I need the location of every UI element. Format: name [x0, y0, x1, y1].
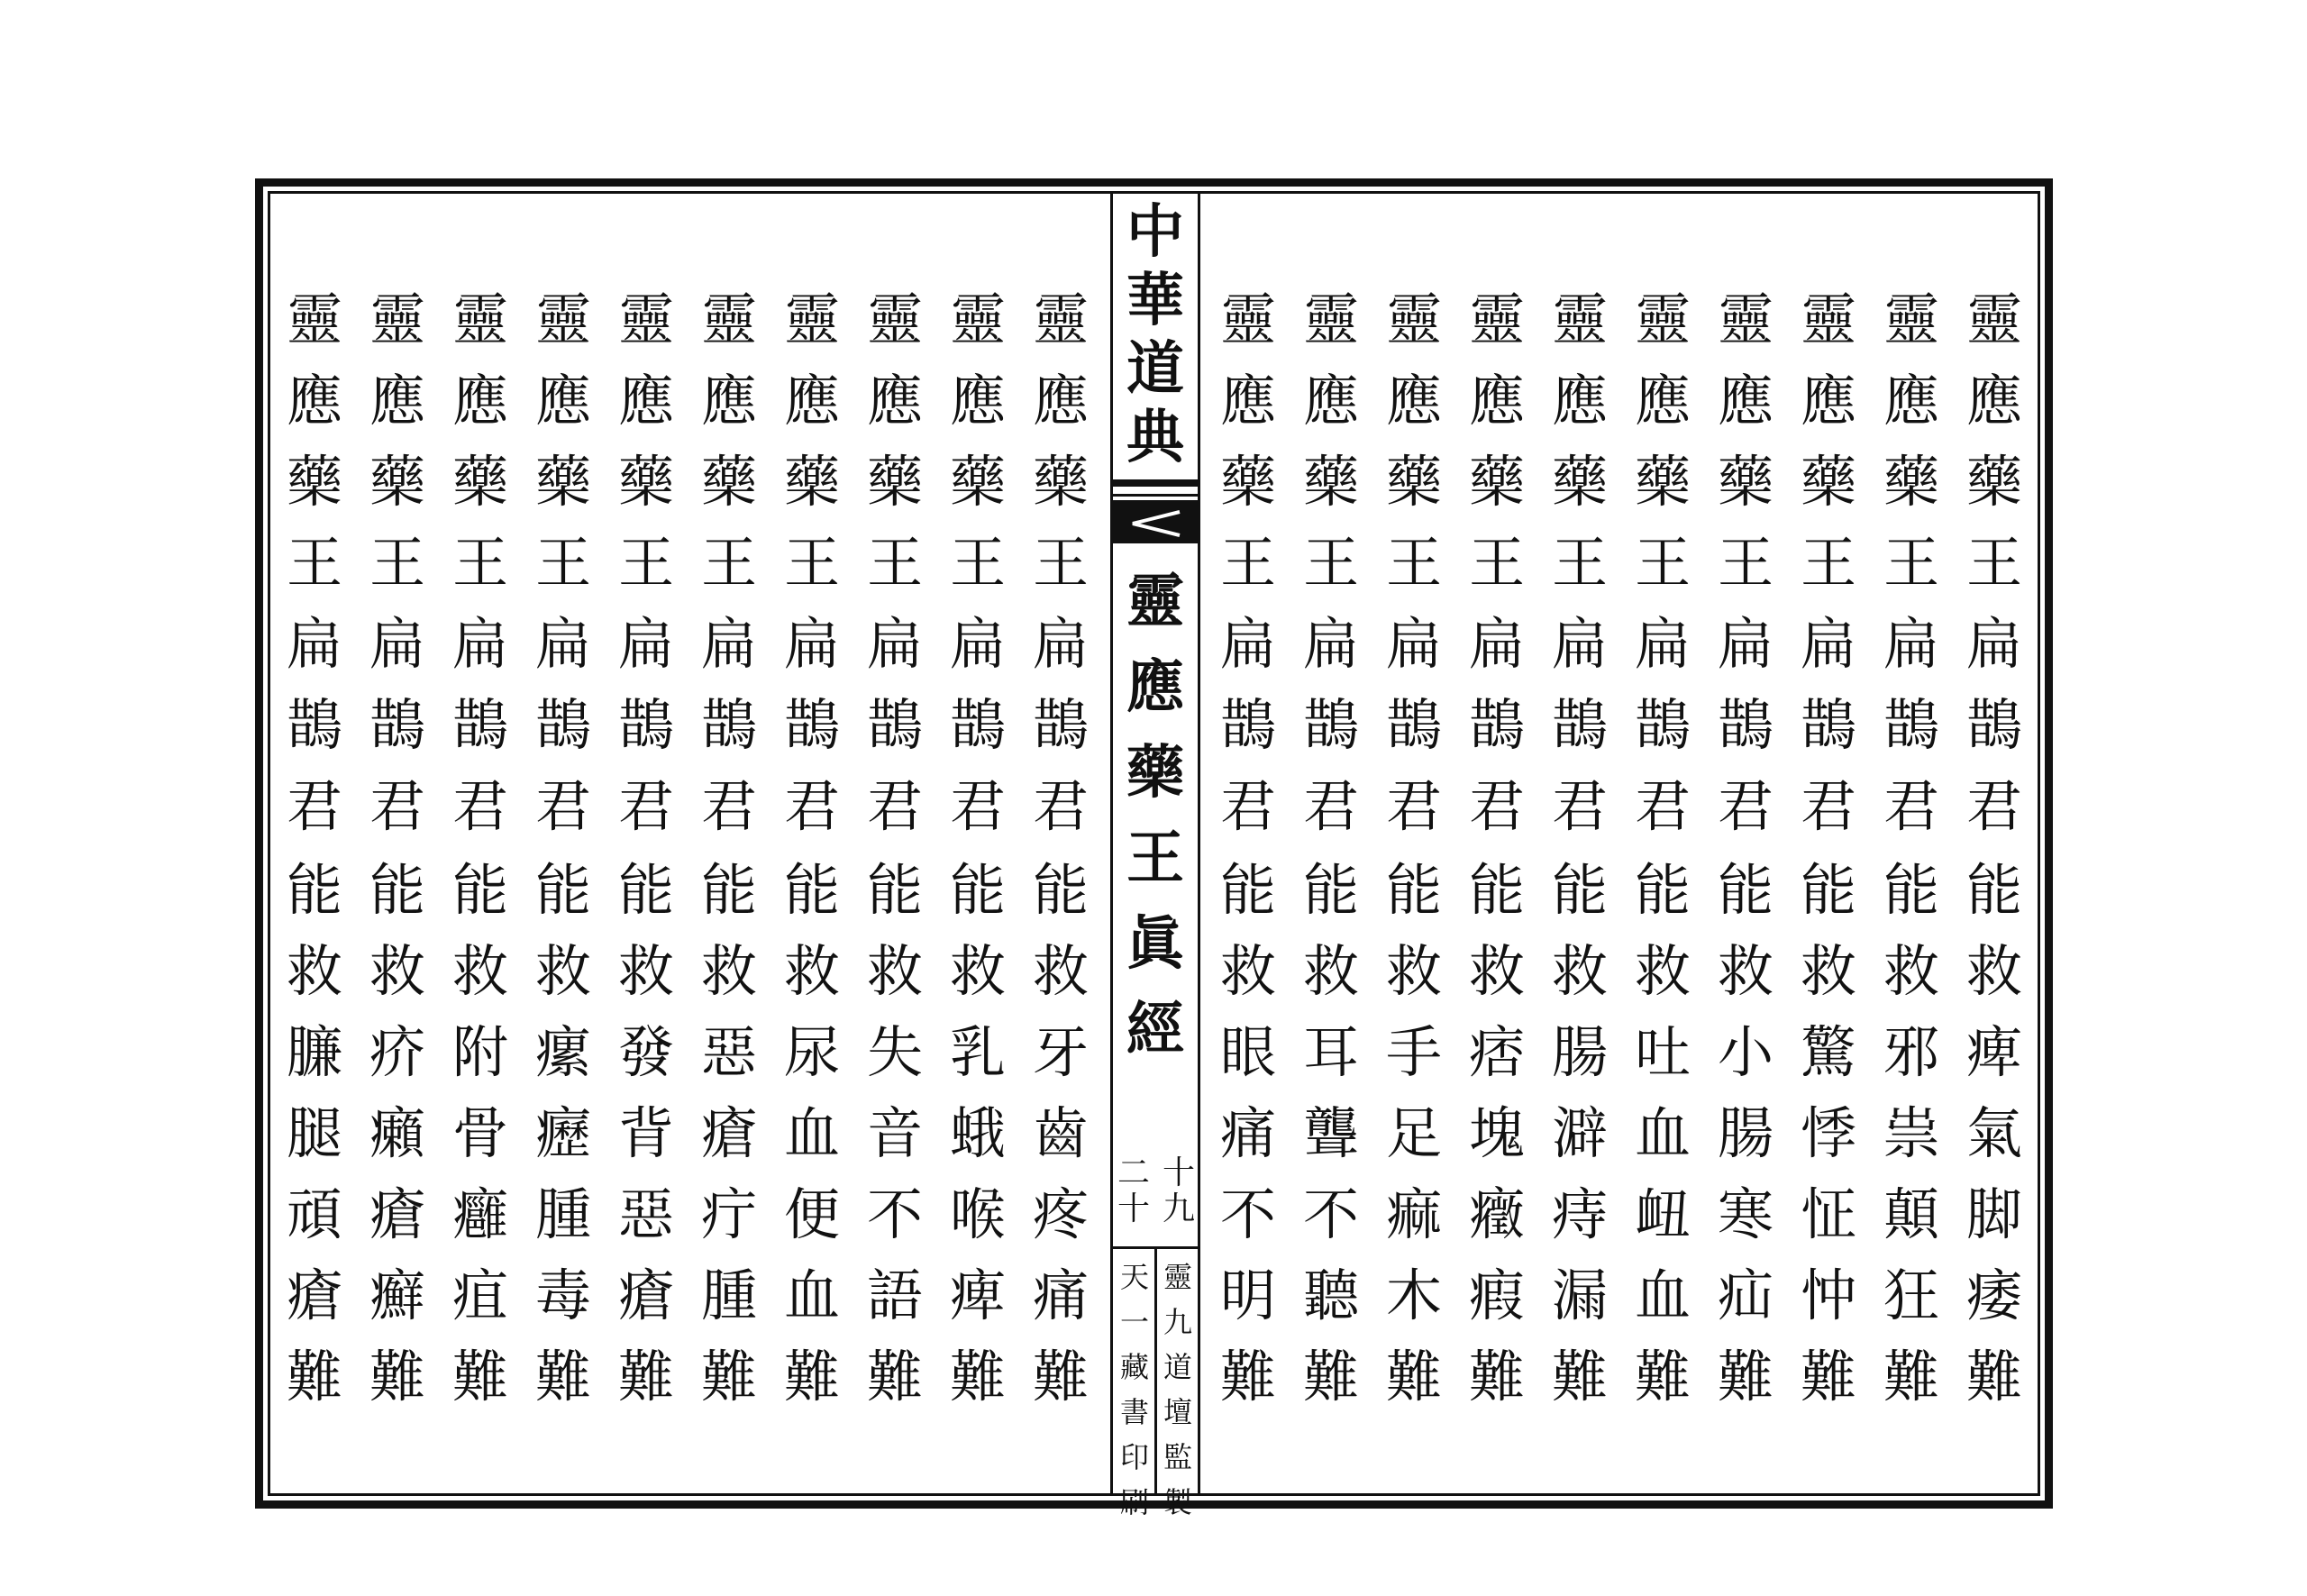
verse-deity-line: 靈 應 藥 王 扁 鵲 君 [1965, 287, 2022, 839]
verse-ailment-line: 能 救 尿 血 便 血 難 [783, 857, 840, 1409]
verse-deity-line: 靈 應 藥 王 扁 鵲 君 [1883, 287, 1939, 839]
verse-deity-line: 靈 應 藥 王 扁 鵲 君 [369, 287, 425, 839]
verse-deity-line: 靈 應 藥 王 扁 鵲 君 [866, 287, 923, 839]
verse-deity-line: 靈 應 藥 王 扁 鵲 君 [949, 287, 1006, 839]
verse-deity-line: 靈 應 藥 王 扁 鵲 君 [1468, 287, 1525, 839]
verse-ailment-line: 能 救 耳 聾 不 聽 難 [1302, 857, 1359, 1409]
verse-ailment-line: 能 救 驚 悸 怔 忡 難 [1800, 857, 1856, 1409]
verse-deity-line: 靈 應 藥 王 扁 鵲 君 [286, 287, 342, 839]
verse-deity-line: 靈 應 藥 王 扁 鵲 君 [1800, 287, 1856, 839]
verse-ailment-line: 能 救 小 腸 寒 疝 難 [1717, 857, 1774, 1409]
verse-ailment-line: 能 救 瘰 癧 腫 毒 難 [534, 857, 591, 1409]
verse-deity-line: 靈 應 藥 王 扁 鵲 君 [617, 287, 674, 839]
series-title: 中 華 道 典 [1126, 198, 1184, 471]
verse-ailment-line: 能 救 邪 祟 顛 狂 難 [1883, 857, 1939, 1409]
verse-ailment-line: 能 救 眼 痛 不 明 難 [1219, 857, 1276, 1409]
credit-left: 天 一 藏 書 印 刷 [1119, 1260, 1149, 1519]
verse-ailment-line: 能 救 附 骨 癰 疽 難 [451, 857, 508, 1409]
verse-deity-line: 靈 應 藥 王 扁 鵲 君 [534, 287, 591, 839]
credit-right: 靈 九 道 壇 監 製 [1163, 1260, 1192, 1519]
page-numbers [1110, 1155, 1200, 1241]
verse-deity-line: 靈 應 藥 王 扁 鵲 君 [1219, 287, 1276, 839]
book-title: 靈 應 藥 王 眞 經 [1126, 568, 1184, 1063]
verse-ailment-line: 能 救 吐 血 衄 血 難 [1634, 857, 1691, 1409]
verse-deity-line: 靈 應 藥 王 扁 鵲 君 [1717, 287, 1774, 839]
verse-ailment-line: 能 救 疥 癩 瘡 癬 難 [369, 857, 425, 1409]
verse-deity-line: 靈 應 藥 王 扁 鵲 君 [451, 287, 508, 839]
page-number-right: 十 九 [1162, 1154, 1195, 1227]
page-number-left: 二 十 [1117, 1154, 1150, 1227]
verse-ailment-line: 能 救 惡 瘡 疔 腫 難 [700, 857, 757, 1409]
verse-deity-line: 靈 應 藥 王 扁 鵲 君 [1385, 287, 1442, 839]
verse-ailment-line: 能 救 手 足 痲 木 難 [1385, 857, 1442, 1409]
verse-ailment-line: 能 救 牙 齒 疼 痛 難 [1032, 857, 1089, 1409]
verse-deity-line: 靈 應 藥 王 扁 鵲 君 [700, 287, 757, 839]
verse-deity-line: 靈 應 藥 王 扁 鵲 君 [783, 287, 840, 839]
verse-deity-line: 靈 應 藥 王 扁 鵲 君 [1634, 287, 1691, 839]
verse-ailment-line: 能 救 失 音 不 語 難 [866, 857, 923, 1409]
verse-ailment-line: 能 救 腸 澼 痔 漏 難 [1551, 857, 1608, 1409]
verse-deity-line: 靈 應 藥 王 扁 鵲 君 [1302, 287, 1359, 839]
verse-deity-line: 靈 應 藥 王 扁 鵲 君 [1032, 287, 1089, 839]
spine-divider-thin [1113, 494, 1198, 497]
chevron-ornament-icon [1127, 508, 1183, 539]
verse-ailment-line: 能 救 痺 氣 脚 痿 難 [1965, 857, 2022, 1409]
verse-ailment-line: 能 救 痞 塊 癥 瘕 難 [1468, 857, 1525, 1409]
verse-deity-line: 靈 應 藥 王 扁 鵲 君 [1551, 287, 1608, 839]
spine-divider [1113, 479, 1198, 487]
verse-ailment-line: 能 救 發 背 惡 瘡 難 [617, 857, 674, 1409]
verse-ailment-line: 能 救 臁 腿 頑 瘡 難 [286, 857, 342, 1409]
verse-ailment-line: 能 救 乳 蛾 喉 痺 難 [949, 857, 1006, 1409]
